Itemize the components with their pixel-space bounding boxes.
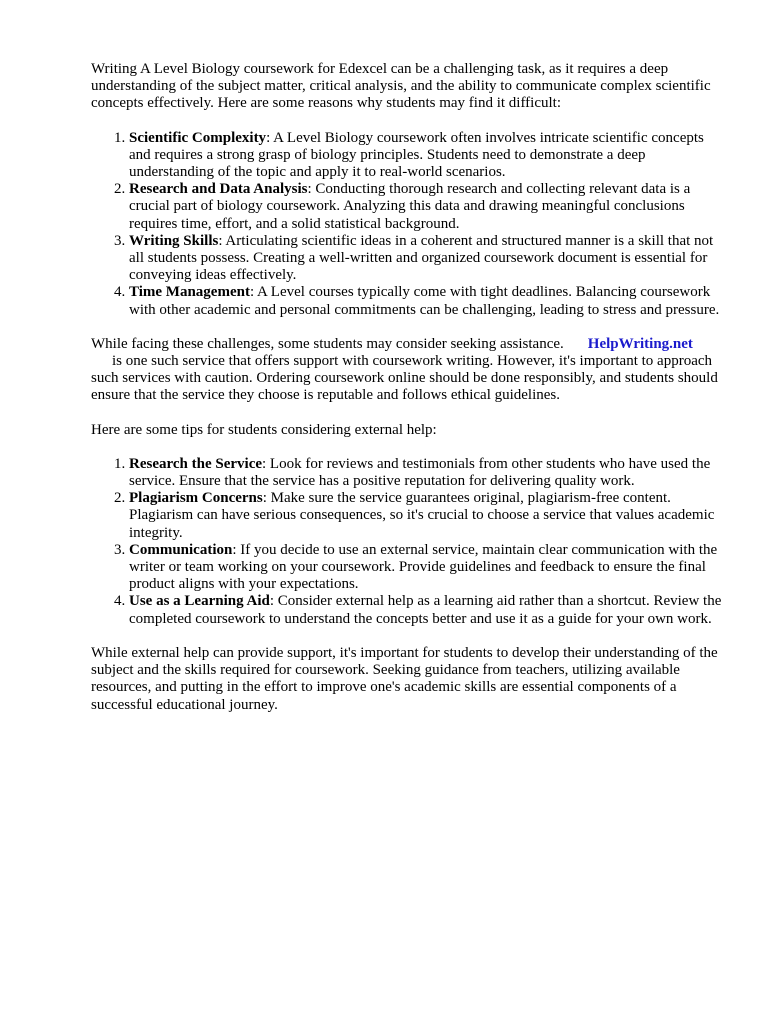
conclusion-paragraph: While external help can provide support, it's important for students to develop their understanding of the subject and the skills required for coursework. Seeking guidance from teachers, utilizing available resources, and putting in the effort to improve one's academic skills are essential components of a successful educational journey. (91, 644, 718, 713)
list-item-term: Scientific Complexity (129, 129, 267, 146)
list-item-term: Research and Data Analysis (129, 181, 308, 198)
list-item-text: : A Level courses typically come with tight deadlines. Balancing coursework with other academic and personal commitments can be challenging, leading to stress and pressure. (129, 284, 720, 318)
list-item-term: Time Management (129, 284, 250, 301)
list-item (129, 181, 727, 233)
helpwriting-link[interactable]: HelpWriting.net (587, 335, 693, 352)
list-item-term: Writing Skills (129, 232, 219, 249)
list-item (129, 456, 727, 490)
intro-paragraph: Writing A Level Biology coursework for Edexcel can be a challenging task, as it requires a deep understanding of the subject matter, critical analysis, and the ability to communicate complex scientific concepts effectively. Here are some reasons why students may find it difficult: (91, 61, 711, 112)
list-item-term: Communication (129, 541, 233, 558)
list-item-text: : Articulating scientific ideas in a coherent and structured manner is a skill that not all students possess. Creating a well-written and organized coursework document is essential for conveying ideas effectively. (129, 232, 714, 284)
list-item (129, 284, 727, 318)
assistance-text-after: is one such service that offers support with coursework writing. However, it's important to approach such services with caution. Ordering coursework online should be done responsibly, and students should ensure that the service they choose is reputable and follows ethical guidelines. (91, 353, 718, 404)
list-item-text: : Make sure the service guarantees original, plagiarism-free content. Plagiarism can have serious consequences, so it's crucial to choose a service that values academic integrity. (129, 490, 715, 541)
list-item (129, 130, 727, 182)
list-item-term: Research the Service (129, 455, 263, 472)
list-item-text: : If you decide to use an external service, maintain clear communication with the writer or team working on your coursework. Provide guidelines and feedback to ensure the final product aligns with your expectations. (129, 541, 718, 593)
assistance-paragraph (91, 336, 727, 405)
assistance-text-before: While facing these challenges, some students may consider seeking assistance. (91, 335, 564, 352)
list-item (129, 542, 727, 594)
list-item-text: : Consider external help as a learning aid rather than a shortcut. Review the completed coursework to understand the concepts better and use it as a guide for your own work. (129, 593, 722, 627)
tips-intro-paragraph: Here are some tips for students considering external help: (91, 421, 437, 438)
list-item (129, 233, 727, 285)
reasons-list (91, 130, 727, 319)
list-item (129, 490, 727, 542)
list-item-text: : Look for reviews and testimonials from other students who have used the service. Ensure that the service has a positive reputation for delivering quality work. (129, 455, 711, 490)
document-page (91, 61, 727, 714)
list-item-term: Plagiarism Concerns (129, 490, 263, 507)
list-item (129, 593, 727, 627)
tips-list (91, 456, 727, 628)
list-item-text: : A Level Biology coursework often involves intricate scientific concepts and requires a strong grasp of biology principles. Students need to demonstrate a deep understanding of the topic and apply it to real-world scenarios. (129, 129, 704, 181)
list-item-term: Use as a Learning Aid (129, 593, 270, 610)
list-item-text: : Conducting thorough research and collecting relevant data is a crucial part of biology coursework. Analyzing this data and drawing meaningful conclusions requires time, effort, and a solid statistical background. (129, 181, 691, 232)
